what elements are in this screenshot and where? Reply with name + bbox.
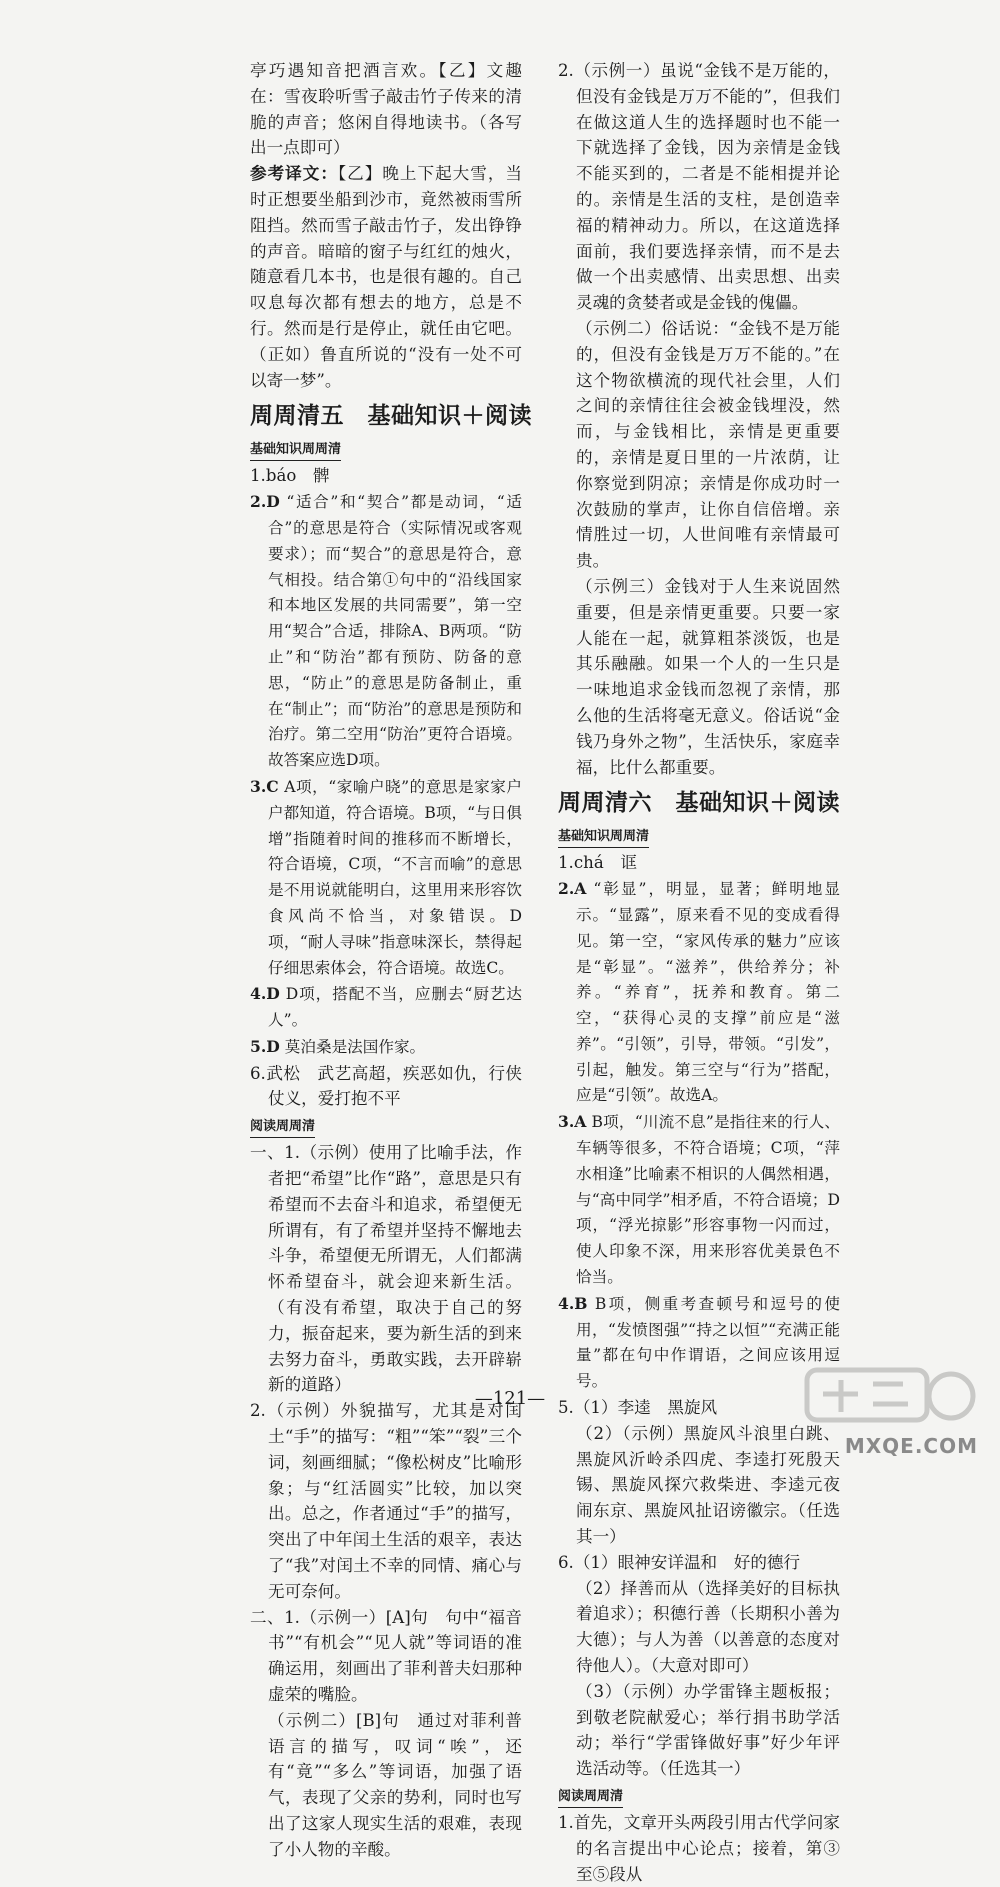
answer-number: 4.D [250,984,280,1004]
subheading-basic-knowledge: 基础知识周周清 [250,440,341,461]
answer-item: 6.（1）眼神安详温和 好的德行 [558,1552,801,1572]
essay-example: （示例三）金钱对于人生来说固然重要，但是亲情更重要。只要一家人能在一起，就算粗茶淡饭，也是其乐融融。如果一个人的一生只是一味地追求金钱而忽视了亲情，那么他的生活将毫无意义。俗话说“金钱乃身外之物”，生活快乐，家庭幸福，比什么都重要。 [576,576,840,777]
answer-text: 莫泊桑是法国作家。 [284,1037,426,1056]
answer-item [250,489,522,774]
answer-item: 6.武松 武艺高超，疾恶如仇，行侠仗义，爱打抱不平 [250,1063,522,1109]
answer-item [250,774,522,981]
answer-text: D项，搭配不当，应删去“厨艺达人”。 [268,985,522,1030]
left-column [250,58,532,1863]
answer-item [558,876,840,1109]
answer-number: 2.D [250,492,280,512]
watermark-text: MXQE.COM [844,1434,978,1458]
section-heading-week6: 周周清六 基础知识＋阅读 [558,790,840,817]
answer-item: （2）（示例）黑旋风斗浪里白跳、黑旋风沂岭杀四虎、李逵打死殷天锡、黑旋风探穴救柴进、李逵元夜闹东京、黑旋风扯诏谤徽宗。（任选其一） [576,1423,840,1547]
answer-item: 1.báo 髀 [250,466,330,486]
reading-answer: 二、1.（示例一）[A]句 句中“福音书”“有机会”“见人就”等词语的准确运用，刻画出了菲利普夫妇那种虚荣的嘴脸。 [250,1607,522,1705]
subheading-reading: 阅读周周清 [558,1787,623,1808]
answer-item [250,981,522,1034]
page-number: —121— [474,1388,546,1409]
answer-text: B项，“川流不息”是指往来的行人、车辆等很多，不符合语境；C项，“萍水相逢”比喻素不相识的人偶然相遇，与“高中同学”相矛盾，不符合语境；D项，“浮光掠影”形容事物一闪而过，使人印象不深，用来形容优美景色不恰当。 [576,1113,840,1287]
answer-item [558,1109,840,1291]
answer-item: 5.（1）李逵 黑旋风 [558,1398,718,1418]
essay-example: 2.（示例一）虽说“金钱不是万能的，但没有金钱是万万不能的”，但我们在做这道人生的选择题时也不能一下就选择了金钱，因为亲情是金钱不能买到的，二者是不能相提并论的。亲情是生活的支柱，是创造幸福的精神动力。所以，在这道选择面前，我们要选择亲情，而不是去做一个出卖感情、出卖思想、出卖灵魂的贪婪者或是金钱的傀儡。 [558,61,840,313]
answer-number: 3.A [558,1112,587,1132]
section-heading-week5: 周周清五 基础知识＋阅读 [250,403,532,430]
answer-number: 4.B [558,1293,588,1313]
answer-text: B项，侧重考查顿号和逗号的使用，“发愤图强”“持之以恒”“充满正能量”都在句中作谓语，之间应该用逗号。 [576,1294,840,1391]
answer-text: “适合”和“契合”都是动词，“适合”的意思是符合（实际情况或客观要求）；而“契合”的意思是符合，意气相投。结合第①句中的“沿线国家和本地区发展的共同需要”，第一空用“契合”合适，排除A、B两项。“防止”和“防治”都有预防、防备的意思，“防止”的意思是防备制止，重在“制止”；而“防治”的意思是预防和治疗。第二空用“防治”更符合语境。故答案应选D项。 [268,493,522,770]
paragraph: 亭巧遇知音把酒言欢。【乙】文趣在：雪夜聆听雪子敲击竹子传来的清脆的声音；悠闲自得地读书。（各写出一点即可） [250,61,522,158]
answer-item [250,1034,522,1061]
answer-item [558,1291,840,1395]
translation-paragraph [250,161,522,393]
answer-item: 1.chá 诓 [558,853,637,873]
essay-example: （示例二）俗话说：“金钱不是万能的，但没有金钱是万万不能的。”在这个物欲横流的现代社会里，人们之间的亲情往往会被金钱埋没，然而，与金钱相比，亲情是更重要的，亲情是夏日里的一片浓荫，让你察觉到阴凉；亲情是你成功时一次鼓励的掌声，让你自信倍增。亲情胜过一切，人世间唯有亲情最可贵。 [576,318,840,571]
subheading-reading: 阅读周周清 [250,1117,315,1138]
reading-answer: （示例二）[B]句 通过对菲利普语言的描写，叹词“唉”，还有“竟”“多么”等词语，加强了语气，表现了父亲的势利，同时也写出了这家人现实生活的艰难，表现了小人物的辛酸。 [268,1710,522,1859]
reading-answer: 一、1.（示例）使用了比喻手法，作者把“希望”比作“路”，意思是只有希望而不去奋斗和追求，希望便无所谓有，有了希望并坚持不懈地去斗争，希望便无所谓无，人们都满怀希望奋斗，就会迎来新生活。（有没有希望，取决于自己的努力，振奋起来，要为新生活的到来去努力奋斗，勇敢实践，去开辟崭新的道路） [250,1143,522,1395]
translation-label: 参考译文： [250,163,338,184]
answer-item: （3）（示例）办学雷锋主题板报；到敬老院献爱心；举行捐书助学活动；举行“学雷锋做好事”好少年评选活动等。（任选其一） [576,1681,840,1779]
subheading-basic-knowledge: 基础知识周周清 [558,827,649,848]
answer-item: （2）择善而从（选择美好的目标执着追求）；积德行善（长期积小善为大德）；与人为善（以善意的态度对待他人）。（大意对即可） [576,1578,840,1676]
answer-number: 5.D [250,1036,280,1056]
answer-text: A项，“家喻户晓”的意思是家家户户都知道，符合语境。B项，“与日俱增”指随着时间的推移而不断增长，符合语境，C项，“不言而喻”的意思是不用说就能明白，这里用来形容饮食风尚不恰当，对象错误。D项，“耐人寻味”指意味深长，禁得起仔细思索体会，符合语境。故选C。 [268,777,522,977]
translation-text: 【乙】晚上下起大雪，当时正想要坐船到沙市，竟然被雨雪所阻挡。然而雪子敲击竹子，发出铮铮的声音。暗暗的窗子与红红的烛火，随意看几本书，也是很有趣的。自己叹息每次都有想去的地方，总是不行。然而是行是停止，就任由它吧。（正如）鲁直所说的“没有一处不可以寄一梦”。 [250,164,523,390]
answer-number: 3.C [250,776,279,796]
answer-number: 2.A [558,879,587,899]
reading-answer: 1.首先，文章开头两段引用古代学问家的名言提出中心论点；接着，第③至⑤段从 [558,1813,840,1884]
right-column [558,58,840,1887]
reading-answer: 2.（示例）外貌描写，尤其是对闰土“手”的描写：“粗”“笨”“裂”三个词，刻画细腻；“像松树皮”比喻形象；与“红活圆实”比较，加以突出。总之，作者通过“手”的描写，突出了中年闰土生活的艰辛，表达了“我”对闰土不幸的同情、痛心与无可奈何。 [250,1401,522,1601]
answer-text: “彰显”，明显，显著；鲜明地显示。“显露”，原来看不见的变成看得见。第一空，“家风传承的魅力”应该是“彰显”。“滋养”，供给养分；补养。“养育”，抚养和教育。第二空，“获得心灵的支撑”前应是“滋养”。“引领”，引导，带领。“引发”，引起，触发。第三空与“行为”搭配，应是“引领”。故选A。 [576,880,840,1105]
